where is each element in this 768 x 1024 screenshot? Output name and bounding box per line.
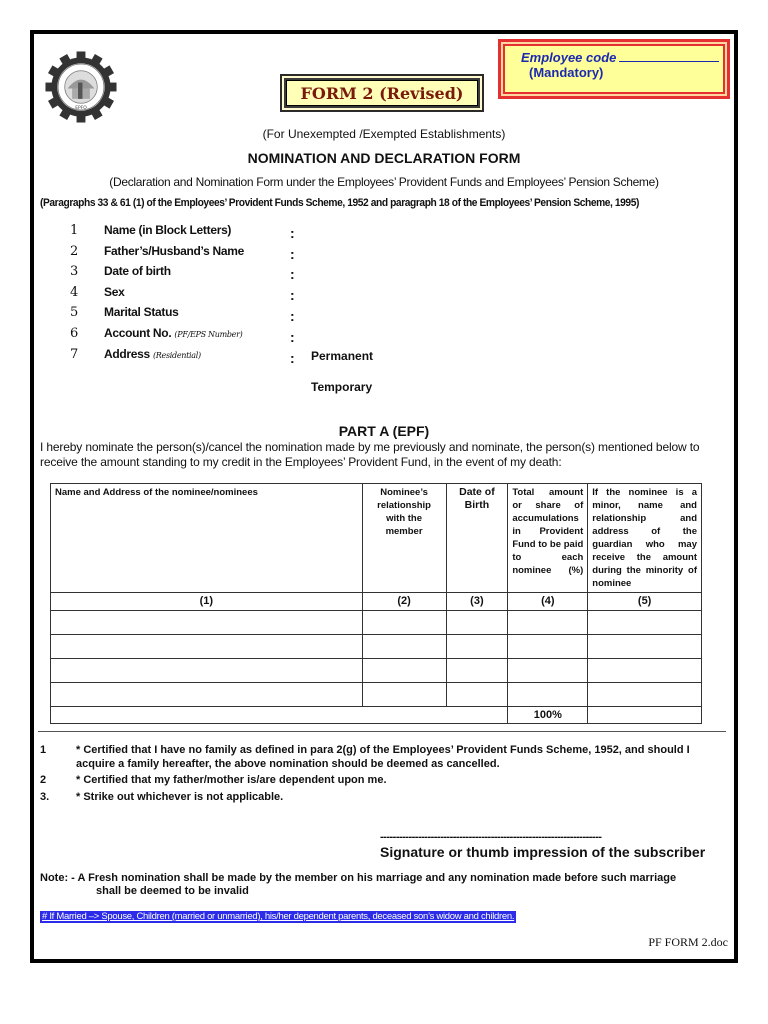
nominee-table (50, 483, 702, 724)
employee-code-input[interactable] (619, 50, 719, 62)
cell-nominee-name[interactable] (51, 659, 363, 683)
cell-dob[interactable] (446, 611, 508, 635)
marriage-note (40, 872, 720, 898)
field-hint: (Residential) (152, 351, 201, 360)
cell-guardian[interactable] (588, 611, 702, 635)
field-colon: : (290, 225, 295, 241)
field-label: Sex (104, 285, 125, 299)
document-filename: PF FORM 2.doc (648, 935, 728, 949)
certification-text: * Certified that I have no family as defined in para 2(g) of the Employees’ Provident Funds Scheme, 1952, and should I acquire a family hereafter, the above nomination should be deemed as cancelled. (76, 744, 690, 770)
total-blank (51, 707, 508, 724)
field-label: Name (in Block Letters) (104, 223, 232, 237)
cell-share[interactable] (508, 611, 588, 635)
field-name (70, 223, 290, 238)
certification-item (40, 743, 716, 771)
header-nominee-name-address: Name and Address of the nominee/nominees (51, 484, 363, 593)
cell-dob[interactable] (446, 683, 508, 707)
form-title: FORM 2 (Revised) (286, 80, 478, 106)
divider (38, 731, 726, 732)
address-temporary-label: Temporary (311, 380, 373, 394)
certification-text: * Strike out whichever is not applicable. (76, 791, 284, 803)
certification-number: 2 (40, 774, 47, 786)
employee-code-label: Employee code (521, 50, 617, 65)
form-page (30, 30, 738, 963)
column-number: (4) (508, 593, 588, 611)
signature-line[interactable]: ---------------------------------------------------------------------- (380, 831, 602, 843)
cell-guardian[interactable] (588, 659, 702, 683)
header-date-of-birth: Date of Birth (446, 484, 508, 593)
field-colon: : (290, 287, 295, 303)
field-colon: : (290, 350, 295, 366)
cell-nominee-name[interactable] (51, 611, 363, 635)
nomination-declaration: I hereby nominate the person(s)/cancel the nomination made by me previously and nominate, the person(s) mentioned below to receive the amount standing to my credit in the Employees’ Provident Fund, in the event of my death: (40, 440, 700, 469)
table-row (51, 683, 702, 707)
certification-number: 1 (40, 744, 47, 756)
main-title: NOMINATION AND DECLARATION FORM (247, 150, 521, 166)
cell-relationship[interactable] (362, 659, 446, 683)
table-row (51, 635, 702, 659)
header-relationship: Nominee’s relationship with the member (362, 484, 446, 593)
field-label: Date of birth (104, 264, 171, 278)
total-blank-guardian (588, 707, 702, 724)
field-number: 2 (70, 244, 79, 259)
table-column-number-row (51, 593, 702, 611)
cell-guardian[interactable] (588, 683, 702, 707)
field-label: Account No. (104, 326, 172, 340)
field-colon: : (290, 329, 295, 345)
paragraphs-reference: (Paragraphs 33 & 61 (1) of the Employees’ Provident Funds Scheme, 1952 and paragraph 18 of the Employees’ Pension Scheme, 1995) (40, 197, 639, 209)
cell-guardian[interactable] (588, 635, 702, 659)
certification-item (40, 790, 716, 804)
certification-item (40, 773, 716, 787)
certification-text: * Certified that my father/mother is/are dependent upon me. (76, 774, 387, 786)
cell-share[interactable] (508, 659, 588, 683)
field-colon: : (290, 308, 295, 324)
cell-share[interactable] (508, 635, 588, 659)
svg-text:EPFO: EPFO (75, 106, 87, 112)
field-account-no (70, 326, 290, 341)
field-sex (70, 285, 290, 300)
field-father-husband-name (70, 244, 290, 259)
table-header-row (51, 484, 702, 593)
employee-code-box (498, 39, 730, 99)
column-number: (1) (51, 593, 363, 611)
field-colon: : (290, 246, 295, 262)
cell-share[interactable] (508, 683, 588, 707)
field-number: 3 (70, 264, 79, 279)
field-marital-status (70, 305, 290, 320)
part-a-title: PART A (EPF) (338, 423, 430, 439)
cell-relationship[interactable] (362, 611, 446, 635)
address-permanent-label: Permanent (311, 349, 374, 363)
form-subtitle: (Declaration and Nomination Form under the Employees’ Provident Funds and Employees’ Pension Scheme) (109, 175, 659, 189)
field-number: 6 (70, 326, 79, 341)
employee-code-mandatory: (Mandatory) (529, 65, 604, 80)
table-total-row (51, 707, 702, 724)
field-hint: (PF/EPS Number) (174, 330, 243, 339)
family-definition-highlight: # If Married –> Spouse, Children (married or unmarried), his/her dependent parents, deceased son’s widow and children. (42, 911, 515, 922)
field-label: Address (104, 347, 150, 361)
field-number: 7 (70, 347, 79, 362)
form-title-box (280, 74, 484, 112)
establishment-note: (For Unexempted /Exempted Establishments) (262, 127, 506, 141)
field-address (70, 347, 290, 362)
cell-nominee-name[interactable] (51, 683, 363, 707)
field-number: 1 (70, 223, 79, 238)
field-label: Marital Status (104, 305, 179, 319)
note-text: Note: - A Fresh nomination shall be made by the member on his marriage and any nomination made before such marriage (40, 872, 677, 884)
note-continuation: shall be deemed to be invalid (96, 885, 249, 897)
column-number: (5) (588, 593, 702, 611)
column-number: (2) (362, 593, 446, 611)
field-label: Father’s/Husband’s Name (104, 244, 245, 258)
cell-dob[interactable] (446, 635, 508, 659)
field-number: 5 (70, 305, 79, 320)
field-date-of-birth (70, 264, 290, 279)
field-colon: : (290, 266, 295, 282)
total-percent: 100% (508, 707, 588, 724)
cell-relationship[interactable] (362, 683, 446, 707)
signature-label: Signature or thumb impression of the subscriber (380, 844, 706, 860)
field-number: 4 (70, 285, 79, 300)
certification-number: 3. (40, 791, 50, 803)
column-number: (3) (446, 593, 508, 611)
cell-dob[interactable] (446, 659, 508, 683)
table-row (51, 611, 702, 635)
header-guardian: If the nominee is a minor, name and relationship and address of the guardian who may receive the amount during the minority of nominee (588, 484, 702, 593)
cell-nominee-name[interactable] (51, 635, 363, 659)
table-row (51, 659, 702, 683)
cell-relationship[interactable] (362, 635, 446, 659)
header-share: Total amount or share of accumulations in Provident Fund to be paid to each nominee (%) (508, 484, 588, 593)
epfo-logo-icon (44, 50, 118, 124)
